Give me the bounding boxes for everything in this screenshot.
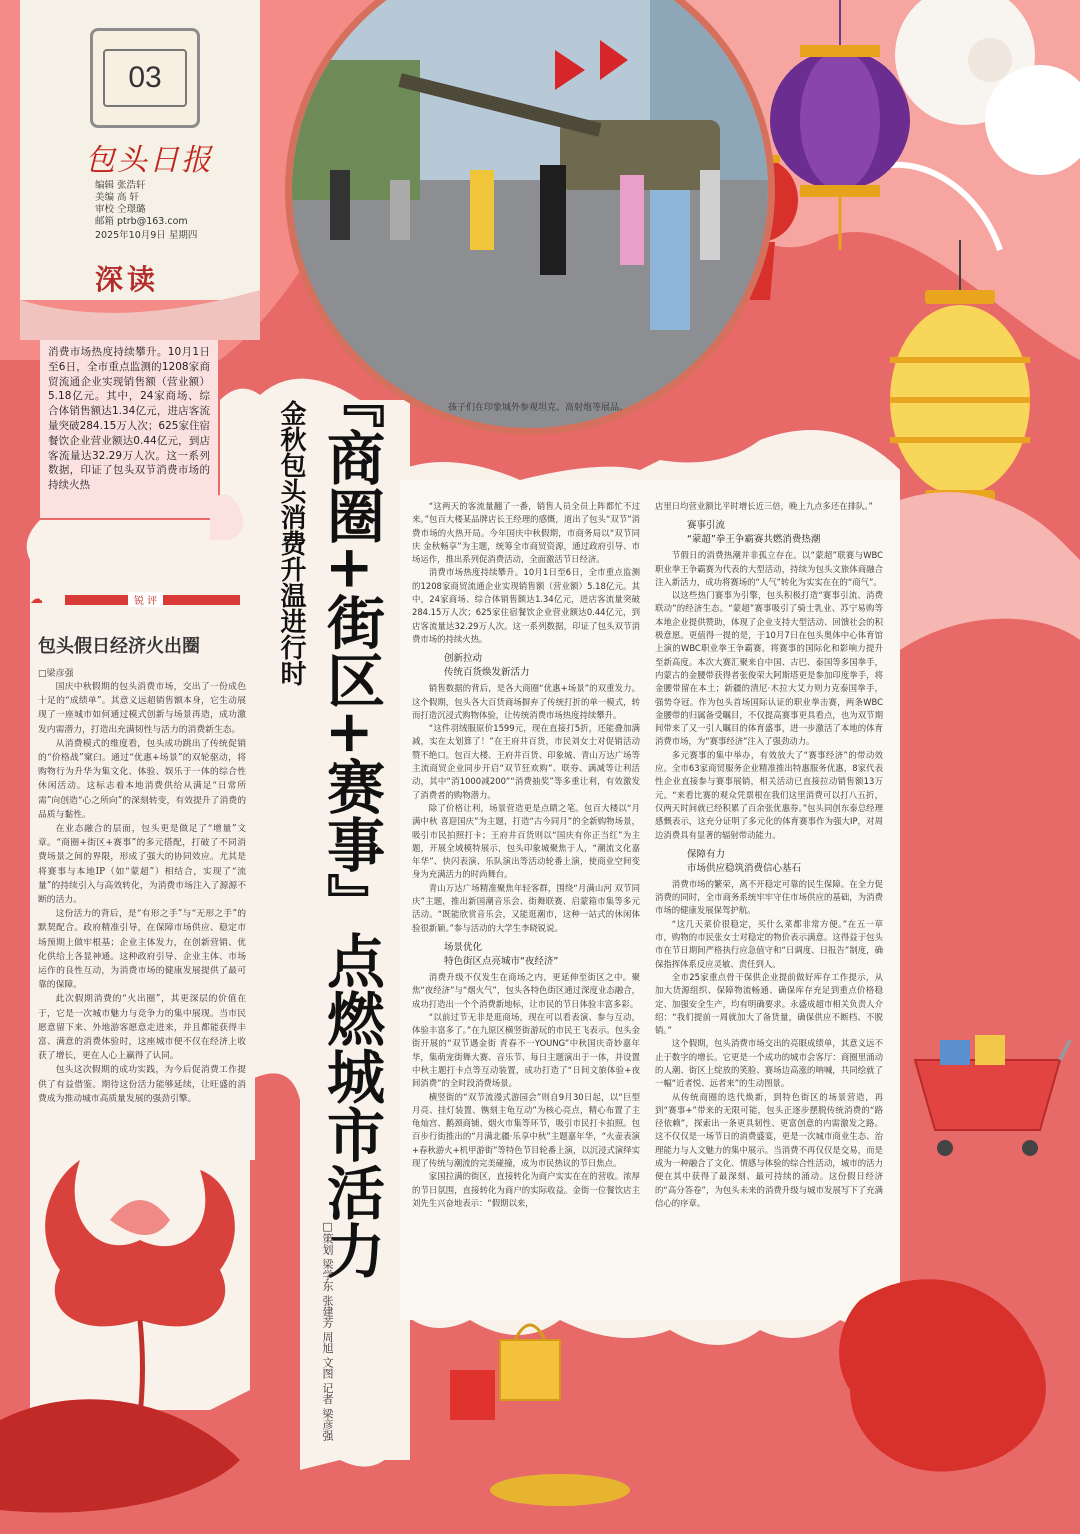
paragraph: 多元赛事的集中举办，有效放大了“赛事经济”的带动效应。全市63家商贸服务企业精准推出特惠服务优惠，8家代表性企业直接参与赛事展销，相关活动已直接拉动销售额13万元。“来看比赛的观众凭票根在我们这里消费可以打八五折，仅两天时间就已经积累了百余张优惠券。”包头同创东泰总经理感慨表示，这充分证明了多元化的体育赛事作为强大IP，对周边消费具有显著的辐射带动能力。 [655, 749, 883, 840]
paragraph: 青山万达广场精准聚焦年轻客群，围绕“月满山河 双节同庆”主题，推出新国潮音乐会、街舞联赛、启蒙箱市集等多元活动。“既能欣赏音乐会，又能逛潮市，这种一站式的休闲体验很新颖。”参与活动的大学生李晓锐说。 [412, 882, 640, 933]
heading-line-2: “蒙超”拳王争霸赛共燃消费热潮 [687, 534, 821, 546]
sub-headline: 金秋包头消费升温进行时 [276, 400, 306, 686]
credit-email: 邮箱 ptrb@163.com [95, 216, 188, 227]
paragraph: 从消费模式的维度看，包头成功跳出了传统促销的“价格战”窠臼。通过“优惠+场景”的双轮驱动，将购物行为升华为集文化、体验、娱乐于一体的综合性休闲活动。这标志着本地消费供给从满足“日常所需”向创造“心之所向”的深刻转变，有效提升了消费的品质与黏性。 [38, 738, 246, 820]
masthead-credits [95, 180, 265, 242]
section-heading [687, 848, 883, 876]
paragraph: 包头这次假期的成功实践，为今后促消费工作提供了有益借鉴。期待这份活力能够延续，让旺盛的消费成为推动城市高质量发展的强劲引擎。 [38, 1065, 246, 1104]
heading-line-1: 创新拉动 [444, 653, 483, 665]
paragraph: “这几天菜价很稳定，买什么菜都非常方便。”在五一草市，购物的市民张女士对稳定的物价表示满意。这得益于包头市在节日期间严格执行应急值守和“日调度、日报告”制度，确保指挥体系反应灵敏、责任到人。 [655, 918, 883, 969]
credit-designer: 美编 高 轩 [95, 192, 140, 203]
commentary-label-bar [30, 592, 245, 608]
cloud-ornament-icon: ☁ [30, 592, 43, 607]
heading-line-2: 传统百货焕发新活力 [444, 667, 530, 679]
page-number-text: 03 [128, 61, 162, 94]
photo-caption: 孩子们在印象城外参观坦克、高射炮等展品。 [448, 403, 629, 413]
commentary-author: □梁彦强 [38, 669, 74, 679]
commentary-label: 锐 评 [128, 592, 163, 607]
heading-line-1: 保障有力 [687, 848, 726, 860]
paragraph: “这件羽绒服原价1599元，现在直接打5折，还能叠加满减，实在太划算了！”在王府井百货，市民刘女士对促销活动赞不绝口。包百大楼、王府井百货、印象城、青山万达广场等主流商贸企业同步开启“双节狂欢购”、联券、满减等让利活动，其中“消1000减200”“消费抽奖”等多重让利，有效激发了消费者的购物潜力。 [412, 723, 640, 800]
paragraph: 家国拉满的街区，直接转化为商户实实在在的营收。浓厚的节日氛围，直接转化为商户的实际收益。金街一位餐饮店主刘先生兴奋地表示：“假期以来， [412, 1171, 640, 1208]
paragraph: 这个假期，包头消费市场交出的亮眼成绩单，其意义远不止于数字的增长。它更是一个成功的城市会客厅：商圈里涌动的人潮、街区上绽放的笑脸、赛场边高涨的呐喊，共同绘就了一幅“近者悦、远者来”的生动图景。 [655, 1038, 883, 1089]
page-number [90, 28, 200, 128]
article-column-1 [412, 500, 640, 1210]
paragraph: 销售数据的背后，是各大商圈“优惠+场景”的双重发力。这个假期，包头各大百货商场摒弃了传统打折的单一模式，转而打造沉浸式购物体验，让传统消费市场热度持续攀升。 [412, 683, 640, 720]
paragraph: 从传统商圈的迭代焕新，到特色街区的场景营造，再到“赛事+”带来的无限可能，包头正逐步摆脱传统消费的“路径依赖”，探索出一条更具韧性、更富创意的内需激发之路。这不仅仅是一场节日的消费盛宴，更是一次城市商业生态、治理能力与人文魅力的集中展示。当消费不再仅仅是交易，而是成为一种融合了文化、情感与体验的综合性活动，城市的活力便在其中获得了最深刻、最可持续的涌动。这份假日经济的“高分答卷”，为包头未来的消费升级与城市发展写下了充满信心的序章。 [655, 1091, 883, 1208]
credit-editor: 编辑 张浩轩 [95, 180, 146, 191]
commentary-body [38, 680, 246, 1106]
masthead-logo: 包头日报 [85, 143, 213, 178]
paragraph: 除了价格让利，场景营造更是点睛之笔。包百大楼以“月满中秋 喜迎国庆”为主题，打造“古今同月”的全新购物场景，吸引市民拍照打卡；王府井百货则以“国庆有你正当红”为主题，开展全域模特展示，包头印象城聚焦于人，“潮流文化嘉年华”、快闪表演、乐队演出等活动轮番上演，使商业空间变身为充满活力的时尚舞台。 [412, 802, 640, 880]
article-column-2 [655, 500, 883, 1210]
heading-line-1: 赛事引流 [687, 520, 726, 532]
commentary-title: 包头假日经济火出圈 [38, 636, 200, 657]
section-heading [687, 519, 883, 547]
paragraph: 国庆中秋假期的包头消费市场，交出了一份成色十足的“成绩单”。其意义远超销售额本身，它生动展现了一座城市如何通过模式创新与场景再造，成功激发内需潜力，打造出充满韧性与活力的消费新生态。 [38, 682, 246, 735]
main-headline: 『商圈+街区+赛事』点燃城市活力 [317, 370, 385, 1280]
paragraph: “以前过节无非是逛商场，现在可以看表演、参与互动，体验丰富多了。”在九原区横竖街游玩的市民王飞表示。包头金街开展的“双节遇金街 青春不一YOUNG”中秋国庆奇妙嘉年华，集萌宠街舞大赛、音乐节、每日主题演出于一体，并设置中秋主题打卡点等互动装置，成功打造了“日间文旅体验+夜间消费”的全时段消费场景。 [412, 1011, 640, 1089]
paragraph: 消费市场的繁荣，离不开稳定可靠的民生保障。在全力促消费的同时，全市商务系统牢牢守住市场供应的基础，为消费市场的健康发展保驾护航。 [655, 878, 883, 916]
paragraph: 节假日的消费热潮并非孤立存在。以“蒙超”联赛与WBC职业拳王争霸赛为代表的大型活动，持续为包头文旅体商融合注入新活力，成功将赛场的“人气”转化为实实在在的“商气”。 [655, 550, 883, 587]
paragraph: 消费升级不仅发生在商场之内，更延伸至街区之中。聚焦“夜经济”与“烟火气”，包头各特色街区通过深度业态融合，成功打造出一个个消费新地标，让市民的节日体验丰富多彩。 [412, 971, 640, 1009]
paragraph: 在业态融合的层面，包头更是做足了“增量”文章。“商圈+街区+赛事”的多元搭配，打破了不同消费场景之间的界限，形成了强大的协同效应。尤其是将赛事与本地IP（如“蒙超”）相结合，实现了“流量”的持续引入与高效转化，为消费市场注入了源源不断的活力。 [38, 824, 246, 906]
paragraph: 这份活力的背后，是“有形之手”与“无形之手”的默契配合。政府精准引导，在保障市场供应、稳定市场预期上做牢根基；企业主体发力，在创新营销、优化供给上各显神通。这种政府引导、企业主体、市场运作的良性互动，为消费市场的健康发展提供了最可靠的保障。 [38, 909, 246, 991]
heading-line-2: 市场供应稳筑消费信心基石 [687, 862, 802, 874]
paragraph: 全市25家重点骨干保供企业提前做好库存工作提示，从加大货源组织、保障物流畅通、确保库存充足到重点价格稳定、加强安全生产，均有明确要求。永盛成超市相关负责人介绍：“我们提前一周就加大了备货量，确保供应不断档、不脱销。” [655, 971, 883, 1036]
section-heading [444, 941, 640, 969]
paragraph: “这两天的客流量翻了一番，销售人员全员上阵都忙不过来。”包百大楼某品牌店长王经理的感慨，道出了包头“双节”消费市场的火热开局。今年国庆中秋假期，市商务局以“双节同庆 金秋畅享”为主题，统筹全市商贸资源，通过政府引导、市场运作，推出系列促消费活动，全面激活节日经济。 [412, 501, 640, 565]
issue-date: 2025年10月9日 星期四 [95, 230, 198, 241]
paragraph: 此次假期消费的“火出圈”，其更深层的价值在于，它是一次城市魅力与竞争力的集中展现。当市民愿意留下来、外地游客愿意走进来，并且都能获得丰富、满意的消费体验时，这座城市便不仅在经济上收获了增长，更在人心上赢得了认同。 [38, 994, 246, 1062]
section-heading [444, 652, 640, 680]
credit-reviewer: 审校 仝璟璐 [95, 204, 146, 215]
paragraph: 以这些热门赛事为引擎，包头积极打造“赛事引流、消费联动”的经济生态。“蒙超”赛事吸引了骑士乳业、苏宁易购等本地企业提供赞助，体现了企业支持大型活动、回馈社会的积极意愿。更值得一提的是，于10月7日在包头奥体中心体育馆上演的WBC职业拳王争霸赛，将赛事的国际化和影响力提升至新高度。本次大赛汇聚来自中国、古巴、泰国等多国拳手，内蒙古的金腰带获得者张俊荣大阿斯塔更是参加印度拳手，将金腰带留在本土；新疆的清尼·木拉大艾力则力克泰国拳手，强势夺冠。作为包头首场国际认证的职业拳击赛，两条WBC金腰带的归属备受瞩目，不仅提高赛事更具看点，也为双节期间带来了又一引人瞩目的体育盛事，进一步激活了本地的体育消费市场，为“赛事经济”注入了强劲动力。 [655, 590, 883, 747]
section-title: 深读 [95, 263, 160, 296]
lead-summary: 消费市场热度持续攀升。10月1日至6日，全市重点监测的1208家商贸流通企业实现销售额（营业额）5.18亿元。其中，24家商场、综合体销售额达1.34亿元，进店客流量突破284.15万人次；625家住宿餐饮企业营业额达0.44亿元，到店客流量达32.29万人次。这一系列数据，印证了包头双节消费市场的持续火热 [48, 346, 210, 492]
paragraph: 店里日均营业额比平时增长近三倍，晚上九点多还在排队。” [655, 501, 873, 511]
heading-line-2: 特色街区点亮城市“夜经济” [444, 955, 559, 967]
paragraph: 横竖街的“双节流漫式游园会”则自9月30日起，以“巨型月亮、挂灯装置、镌刻主龟互动”为核心亮点，精心布置了主龟灿宫、鹅颈商铺、烟火市集等环节，吸引市民打卡拍照。包百步行街推出的“月满北疆·乐享中秋”主题嘉年华，“火壶表演+春秋游火+机甲游街”等特色节目轮番上演，以沉浸式演绎实现了传统与潮流的完美碰撞，成为市民热议的节日焦点。 [412, 1091, 640, 1169]
paragraph: 消费市场热度持续攀升。10月1日至6日，全市重点监测的1208家商贸流通企业实现销售额（营业额）5.18亿元。其中，24家商场、综合体销售额达1.34亿元，进店客流量突破284.15万人次；625家住宿餐饮企业营业额达0.44亿元，到店客流量达32.29万人次。这一系列数据，印证了包头双节消费市场的持续火热。 [412, 567, 640, 644]
heading-line-1: 场景优化 [444, 941, 483, 953]
byline: □策划 梁学东 张建芳 周旭 文图 记者 梁彦强 [321, 1220, 334, 1441]
